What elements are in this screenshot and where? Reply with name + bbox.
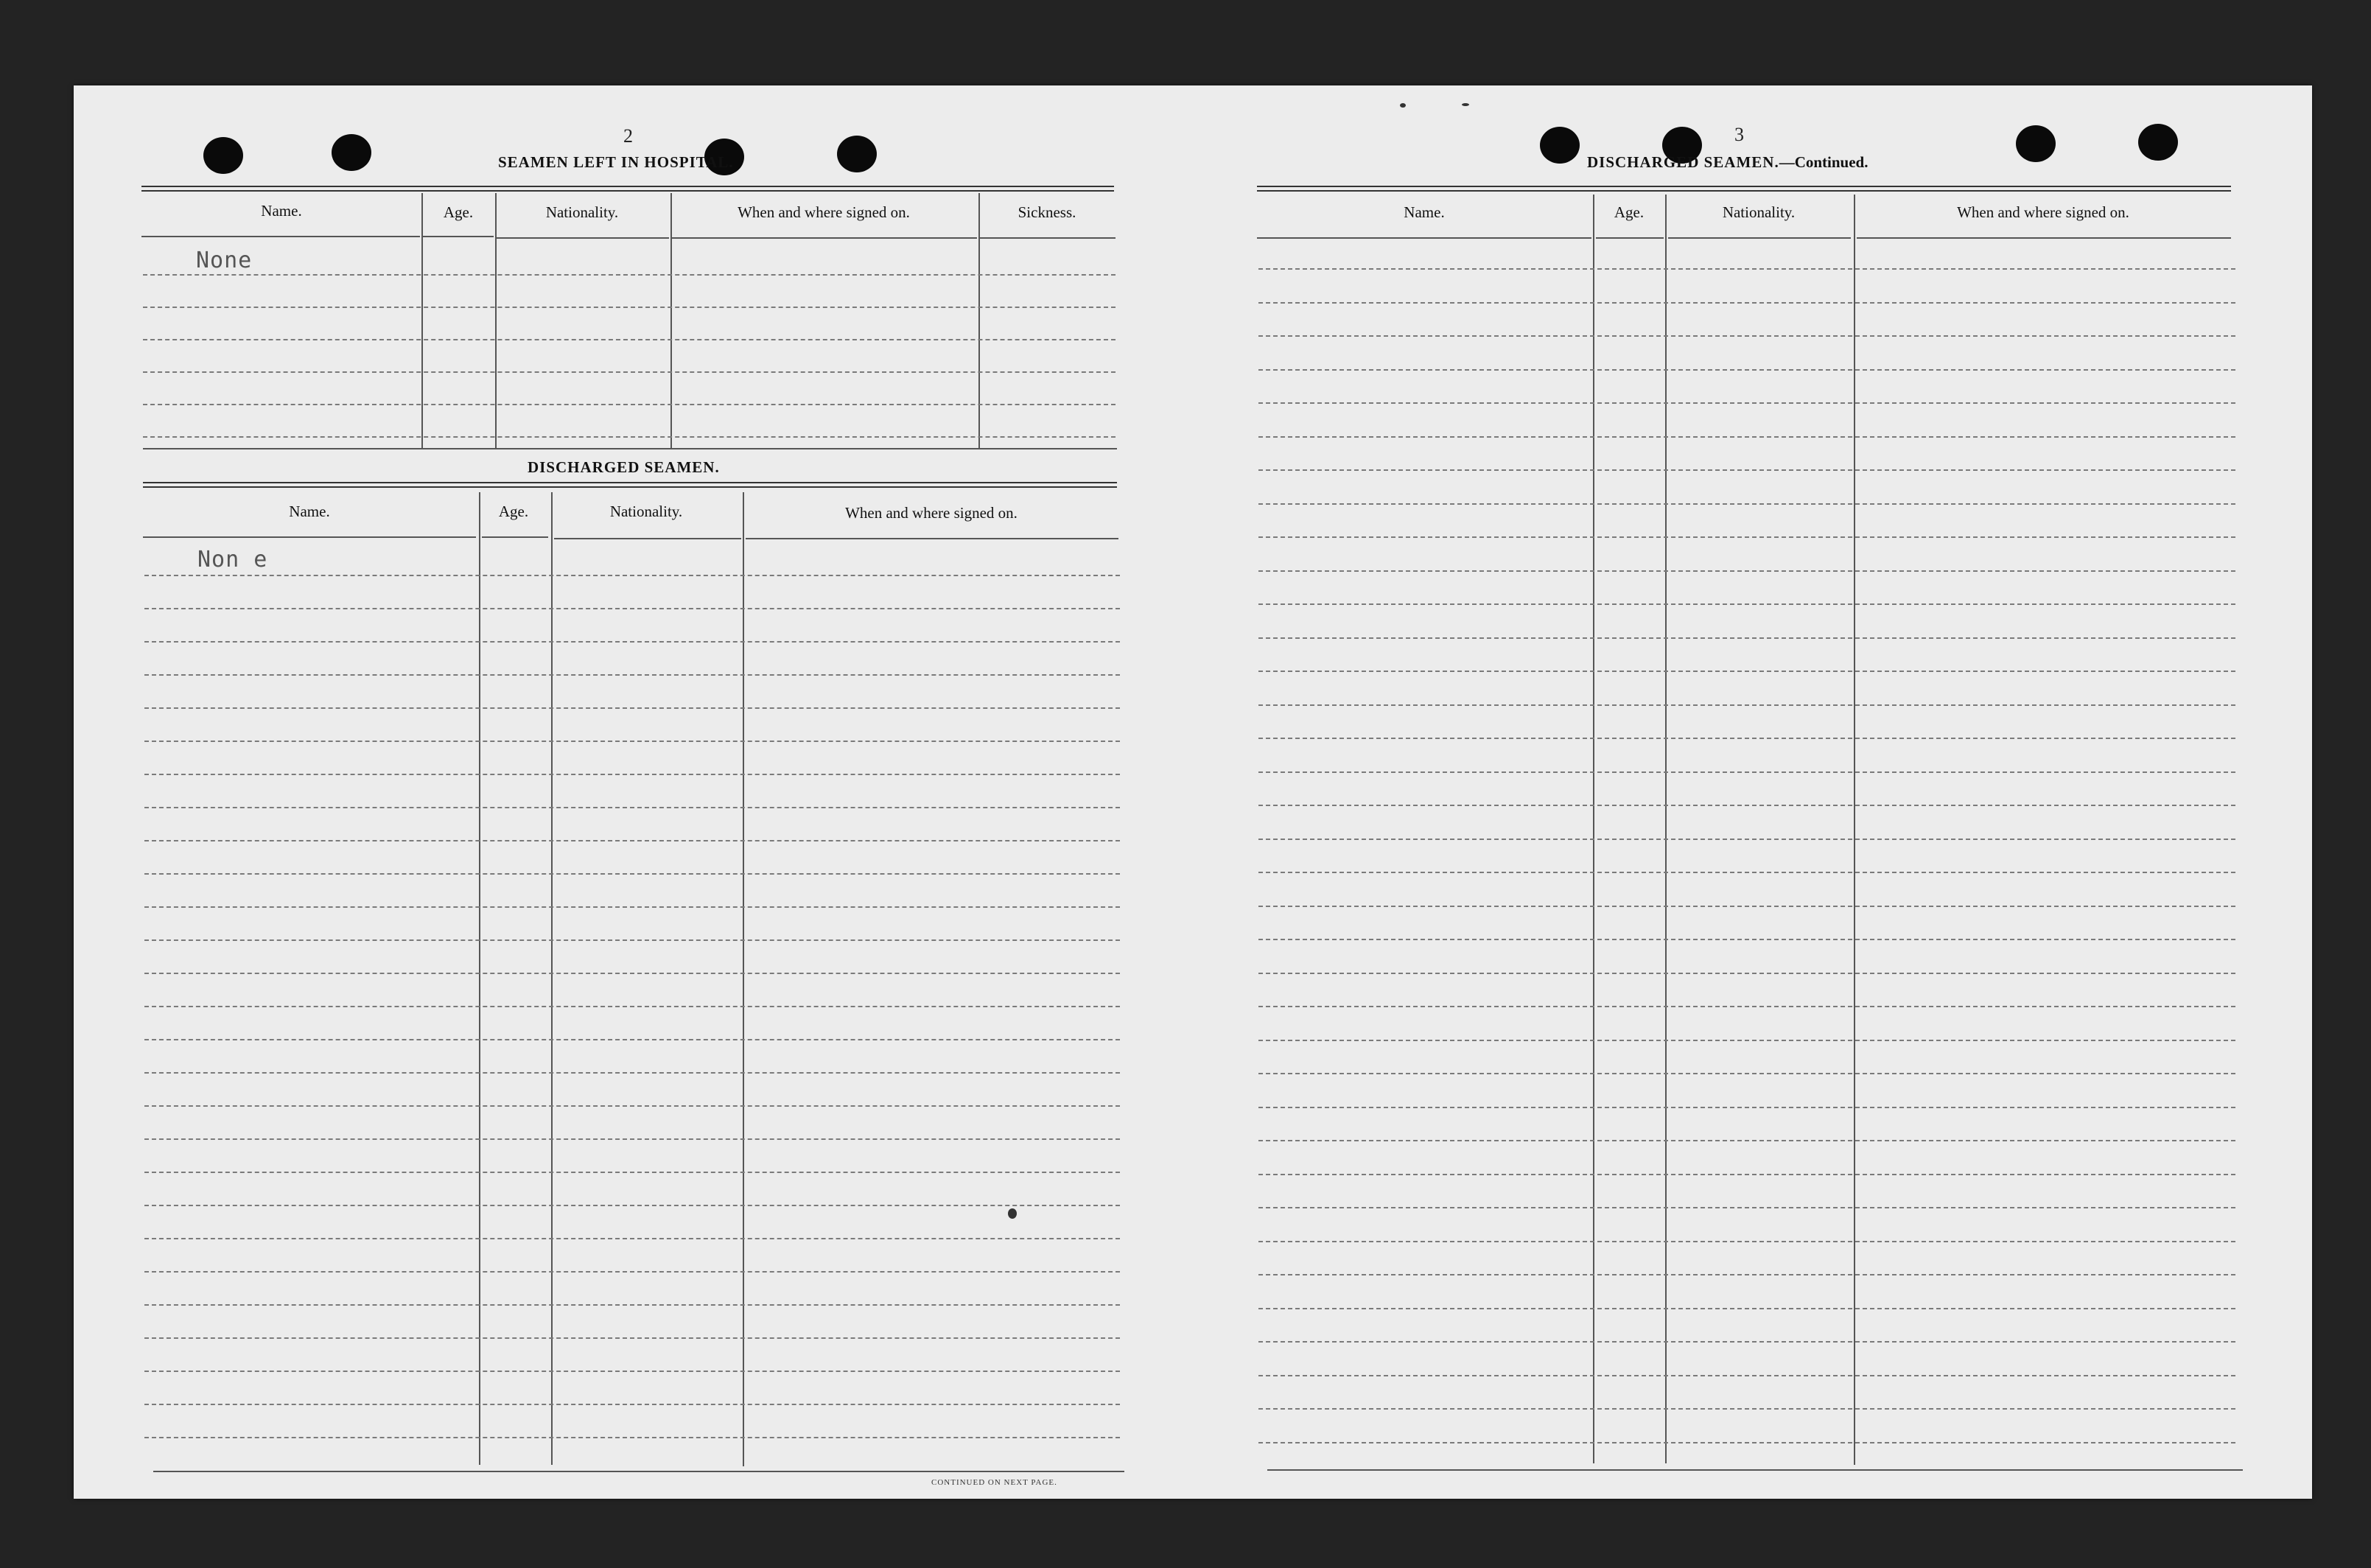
entry-line bbox=[144, 674, 1120, 676]
entry-line bbox=[144, 1172, 1120, 1173]
entry-line bbox=[1258, 1174, 2235, 1175]
entry-line bbox=[144, 1105, 1120, 1107]
entry-line bbox=[1258, 1107, 2235, 1108]
entry-line bbox=[144, 1072, 1120, 1074]
header-underline bbox=[1596, 237, 1664, 239]
header-underline bbox=[980, 237, 1116, 239]
header-underline bbox=[1668, 237, 1851, 239]
entry-line bbox=[144, 1006, 1120, 1007]
entry-line bbox=[1258, 1308, 2235, 1309]
header-underline bbox=[497, 237, 669, 239]
entry-line bbox=[143, 404, 1116, 405]
column-divider bbox=[1593, 195, 1594, 1463]
entry-line bbox=[1258, 1241, 2235, 1242]
title-main: DISCHARGED SEAMEN. bbox=[1587, 153, 1779, 171]
entry-line bbox=[144, 1205, 1120, 1206]
entry-line bbox=[1258, 738, 2235, 739]
entry-line bbox=[144, 1371, 1120, 1372]
ink-speck bbox=[1400, 103, 1406, 108]
col-header-name: Name. bbox=[289, 503, 330, 520]
col-header-sickness: Sickness. bbox=[1018, 203, 1076, 221]
entry-line bbox=[144, 1138, 1120, 1140]
entry-line bbox=[1258, 872, 2235, 873]
header-underline bbox=[672, 237, 977, 239]
header-underline bbox=[423, 236, 494, 237]
col-header-when-where: When and where signed on. bbox=[1957, 203, 2129, 221]
page-number-right: 3 bbox=[1734, 124, 1744, 145]
column-divider bbox=[743, 492, 744, 1466]
entry-line bbox=[144, 707, 1120, 709]
punch-hole bbox=[2138, 124, 2178, 161]
entry-line bbox=[1258, 503, 2235, 505]
section-title-hospital: SEAMEN LEFT IN HOSPITAL. bbox=[498, 153, 734, 171]
col-header-age: Age. bbox=[443, 203, 474, 221]
punch-hole bbox=[837, 136, 877, 172]
entry-line bbox=[143, 371, 1116, 373]
col-header-when-where: When and where signed on. bbox=[845, 504, 1018, 522]
rule-discharged-left bbox=[143, 482, 1117, 488]
entry-line bbox=[1258, 268, 2235, 270]
col-header-age: Age. bbox=[1614, 203, 1645, 221]
col-header-age: Age. bbox=[498, 503, 529, 520]
entry-line bbox=[1258, 436, 2235, 438]
entry-line bbox=[1258, 1140, 2235, 1141]
col-header-nationality: Nationality. bbox=[545, 203, 619, 221]
column-divider bbox=[421, 193, 423, 448]
header-underline bbox=[143, 536, 476, 538]
rule-top-left bbox=[141, 186, 1114, 192]
punch-hole bbox=[203, 137, 243, 174]
entry-line bbox=[144, 873, 1120, 875]
entry-line bbox=[1258, 1341, 2235, 1343]
entry-line bbox=[144, 906, 1120, 908]
entry-line bbox=[143, 307, 1116, 308]
rule-top-right bbox=[1257, 186, 2231, 192]
entry-line bbox=[144, 1039, 1120, 1040]
punch-hole bbox=[332, 134, 371, 171]
header-underline bbox=[554, 538, 741, 539]
punch-hole bbox=[2016, 125, 2056, 162]
entry-line bbox=[143, 339, 1116, 340]
entry-line bbox=[1258, 973, 2235, 974]
entry-line bbox=[144, 575, 1120, 576]
header-underline bbox=[482, 536, 548, 538]
entry-line bbox=[144, 1271, 1120, 1273]
header-underline bbox=[1857, 237, 2231, 239]
entry-line bbox=[1258, 1442, 2235, 1443]
entry-line bbox=[143, 274, 1116, 276]
entry-line bbox=[1258, 671, 2235, 672]
entry-line bbox=[1258, 570, 2235, 572]
entry-line bbox=[1258, 369, 2235, 371]
ledger-sheet bbox=[74, 85, 2312, 1499]
bottom-rule-left bbox=[153, 1471, 1124, 1472]
entry-line bbox=[1258, 302, 2235, 304]
header-underline bbox=[141, 236, 420, 237]
entry-line bbox=[144, 608, 1120, 609]
ink-speck bbox=[1462, 103, 1469, 106]
column-divider bbox=[1665, 195, 1667, 1463]
entry-line bbox=[1258, 1274, 2235, 1275]
col-header-name: Name. bbox=[1404, 203, 1445, 221]
entry-line bbox=[1258, 536, 2235, 538]
continued-note: CONTINUED ON NEXT PAGE. bbox=[931, 1478, 1057, 1487]
section-divider bbox=[143, 448, 1117, 449]
entry-line bbox=[144, 939, 1120, 941]
entry-line bbox=[1258, 469, 2235, 471]
entry-line bbox=[1258, 704, 2235, 706]
entry-line bbox=[1258, 939, 2235, 940]
ink-speck bbox=[1008, 1208, 1017, 1219]
title-suffix: —Continued. bbox=[1779, 153, 1869, 171]
entry-line bbox=[144, 741, 1120, 742]
header-underline bbox=[1257, 237, 1591, 239]
bottom-rule-right bbox=[1267, 1469, 2243, 1471]
entry-line bbox=[1258, 1207, 2235, 1208]
entry-line bbox=[1258, 1006, 2235, 1007]
entry-line bbox=[144, 1437, 1120, 1438]
column-divider bbox=[495, 193, 497, 448]
entry-line bbox=[1258, 335, 2235, 337]
entry-line bbox=[144, 807, 1120, 808]
entry-line bbox=[144, 1238, 1120, 1239]
entry-line bbox=[1258, 637, 2235, 639]
col-header-nationality: Nationality. bbox=[609, 503, 683, 520]
column-divider bbox=[978, 193, 980, 448]
entry-line bbox=[1258, 402, 2235, 404]
entry-line bbox=[144, 973, 1120, 974]
entry-line bbox=[1258, 839, 2235, 840]
entry-line bbox=[1258, 1408, 2235, 1410]
entry-line bbox=[1258, 906, 2235, 907]
entry-line bbox=[144, 641, 1120, 643]
column-divider bbox=[670, 193, 672, 448]
entry-line bbox=[1258, 1040, 2235, 1041]
entry-line bbox=[144, 774, 1120, 775]
section-title-discharged-continued bbox=[1587, 153, 1868, 172]
entry-line bbox=[1258, 1375, 2235, 1376]
column-divider bbox=[551, 492, 553, 1465]
page-number-left: 2 bbox=[623, 125, 633, 147]
entry-line bbox=[1258, 805, 2235, 806]
entry-line bbox=[1258, 603, 2235, 605]
header-underline bbox=[746, 538, 1118, 539]
section-title-discharged: DISCHARGED SEAMEN. bbox=[528, 458, 720, 476]
entry-line bbox=[1258, 771, 2235, 773]
entry-line bbox=[144, 1304, 1120, 1306]
discharged-entry: Non e bbox=[197, 547, 268, 573]
col-header-when-where: When and where signed on. bbox=[738, 203, 910, 221]
entry-line bbox=[144, 840, 1120, 841]
hospital-entry: None bbox=[196, 248, 253, 273]
punch-hole bbox=[1540, 127, 1580, 164]
col-header-name: Name. bbox=[261, 202, 302, 220]
col-header-nationality: Nationality. bbox=[1722, 203, 1796, 221]
entry-line bbox=[143, 436, 1116, 438]
entry-line bbox=[144, 1404, 1120, 1405]
entry-line bbox=[144, 1337, 1120, 1339]
column-divider bbox=[479, 492, 480, 1465]
entry-line bbox=[1258, 1073, 2235, 1074]
